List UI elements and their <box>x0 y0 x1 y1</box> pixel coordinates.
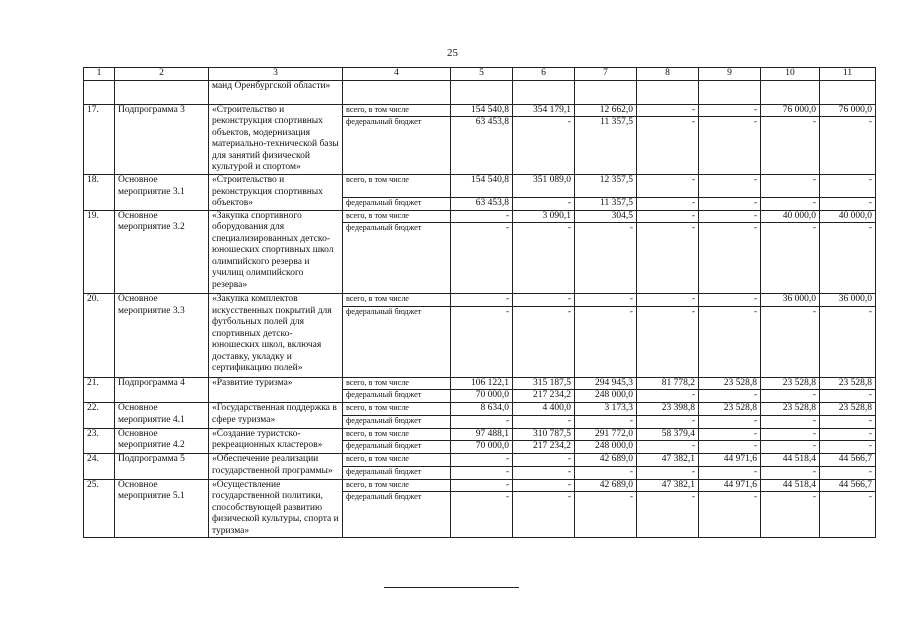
funding-source: всего, в том числе <box>343 403 451 416</box>
col-header: 1 <box>84 68 115 81</box>
row-number: 17. <box>84 104 115 175</box>
program-status: Основное мероприятие 3.3 <box>115 294 209 378</box>
continuation-text: манд Оренбургской области» <box>209 80 343 104</box>
amount-cell: 70 000,0 <box>451 390 513 403</box>
amount-cell: 23 528,8 <box>761 377 820 390</box>
amount-cell: 291 772,0 <box>575 428 637 441</box>
amount-cell: - <box>451 466 513 479</box>
amount-cell: 354 179,1 <box>513 104 575 117</box>
program-name: «Осуществление государственной политики, способствующей развитию физической культуры, спорта и туризма» <box>209 479 343 538</box>
row-number: 18. <box>84 175 115 211</box>
program-status: Основное мероприятие 5.1 <box>115 479 209 538</box>
amount-cell: - <box>575 466 637 479</box>
amount-cell: 47 382,1 <box>637 454 699 467</box>
amount-cell: - <box>637 306 699 377</box>
program-name: «Строительство и реконструкция спортивных объектов, модернизация материально-технической базы для занятий физической культурой и спортом» <box>209 104 343 175</box>
amount-cell: 23 528,8 <box>699 377 761 390</box>
amount-cell: - <box>699 104 761 117</box>
amount-cell: - <box>637 390 699 403</box>
program-status: Основное мероприятие 3.1 <box>115 175 209 211</box>
table-row <box>84 403 876 416</box>
program-status: Основное мероприятие 4.2 <box>115 428 209 454</box>
program-name: «Закупка спортивного оборудования для специализированных детско-юношеских спортивных школ олимпийского резерва и училищ олимпийского резерва» <box>209 210 343 294</box>
amount-cell: 248 000,0 <box>575 441 637 454</box>
funding-source: федеральный бюджет <box>343 117 451 175</box>
amount-cell: - <box>761 428 820 441</box>
amount-cell: - <box>699 117 761 175</box>
amount-cell: 11 357,5 <box>575 197 637 210</box>
amount-cell: - <box>575 294 637 307</box>
amount-cell: 217 234,2 <box>513 441 575 454</box>
amount-cell: 4 400,0 <box>513 403 575 416</box>
amount-cell: - <box>513 492 575 538</box>
row-number: 23. <box>84 428 115 454</box>
row-number: 22. <box>84 403 115 429</box>
amount-cell: 8 634,0 <box>451 403 513 416</box>
amount-cell: 42 689,0 <box>575 479 637 492</box>
page-number: 25 <box>447 47 458 59</box>
amount-cell: - <box>699 197 761 210</box>
amount-cell: - <box>761 223 820 294</box>
col-header: 7 <box>575 68 637 81</box>
row-number: 20. <box>84 294 115 378</box>
table-row <box>84 454 876 467</box>
amount-cell: 44 971,6 <box>699 479 761 492</box>
amount-cell: - <box>451 454 513 467</box>
amount-cell: - <box>761 390 820 403</box>
amount-cell: 42 689,0 <box>575 454 637 467</box>
amount-cell: 315 187,5 <box>513 377 575 390</box>
amount-cell: - <box>699 390 761 403</box>
funding-source: федеральный бюджет <box>343 441 451 454</box>
funding-source: федеральный бюджет <box>343 306 451 377</box>
amount-cell: - <box>699 175 761 198</box>
amount-cell: - <box>699 428 761 441</box>
footer-separator <box>384 587 519 588</box>
amount-cell: - <box>575 223 637 294</box>
amount-cell: - <box>699 466 761 479</box>
funding-source: всего, в том числе <box>343 210 451 223</box>
amount-cell: 23 528,8 <box>699 403 761 416</box>
table-row <box>84 210 876 223</box>
amount-cell: 44 566,7 <box>820 454 876 467</box>
amount-cell: - <box>513 197 575 210</box>
amount-cell: - <box>761 441 820 454</box>
amount-cell: 23 528,8 <box>761 403 820 416</box>
amount-cell: 40 000,0 <box>761 210 820 223</box>
amount-cell: - <box>513 454 575 467</box>
row-number: 25. <box>84 479 115 538</box>
amount-cell: 44 566,7 <box>820 479 876 492</box>
table-row <box>84 377 876 390</box>
amount-cell: 44 518,4 <box>761 454 820 467</box>
col-header: 2 <box>115 68 209 81</box>
program-name: «Развитие туризма» <box>209 377 343 403</box>
amount-cell: 76 000,0 <box>761 104 820 117</box>
funding-source: всего, в том числе <box>343 454 451 467</box>
funding-source: федеральный бюджет <box>343 415 451 428</box>
amount-cell: 106 122,1 <box>451 377 513 390</box>
col-header: 11 <box>820 68 876 81</box>
funding-source: федеральный бюджет <box>343 466 451 479</box>
amount-cell: - <box>699 294 761 307</box>
col-header: 5 <box>451 68 513 81</box>
amount-cell: 63 453,8 <box>451 117 513 175</box>
amount-cell: - <box>699 223 761 294</box>
column-number-row <box>84 68 876 81</box>
col-header: 6 <box>513 68 575 81</box>
amount-cell: - <box>637 175 699 198</box>
amount-cell: 44 971,6 <box>699 454 761 467</box>
program-name: «Обеспечение реализации государственной программы» <box>209 454 343 480</box>
amount-cell: - <box>820 428 876 441</box>
amount-cell: 47 382,1 <box>637 479 699 492</box>
amount-cell: - <box>761 197 820 210</box>
amount-cell: 304,5 <box>575 210 637 223</box>
col-header: 4 <box>343 68 451 81</box>
amount-cell: - <box>637 117 699 175</box>
amount-cell: - <box>637 223 699 294</box>
amount-cell: - <box>820 415 876 428</box>
amount-cell: 76 000,0 <box>820 104 876 117</box>
amount-cell: - <box>637 441 699 454</box>
amount-cell: - <box>699 210 761 223</box>
amount-cell: - <box>451 479 513 492</box>
amount-cell: - <box>699 441 761 454</box>
amount-cell: - <box>820 492 876 538</box>
program-status: Подпрограмма 4 <box>115 377 209 403</box>
amount-cell: - <box>637 197 699 210</box>
amount-cell: - <box>513 117 575 175</box>
amount-cell: 154 540,8 <box>451 104 513 117</box>
row-number: 24. <box>84 454 115 480</box>
funding-source: федеральный бюджет <box>343 223 451 294</box>
funding-source: федеральный бюджет <box>343 390 451 403</box>
amount-cell: - <box>451 294 513 307</box>
col-header: 10 <box>761 68 820 81</box>
amount-cell: 36 000,0 <box>820 294 876 307</box>
amount-cell: 63 453,8 <box>451 197 513 210</box>
table-row <box>84 175 876 198</box>
amount-cell: 81 778,2 <box>637 377 699 390</box>
amount-cell: - <box>637 415 699 428</box>
col-header: 9 <box>699 68 761 81</box>
amount-cell: - <box>575 306 637 377</box>
amount-cell: - <box>820 175 876 198</box>
amount-cell: 23 528,8 <box>820 403 876 416</box>
amount-cell: - <box>761 466 820 479</box>
amount-cell: - <box>451 415 513 428</box>
amount-cell: - <box>820 441 876 454</box>
amount-cell: - <box>761 492 820 538</box>
funding-source: федеральный бюджет <box>343 197 451 210</box>
amount-cell: - <box>820 306 876 377</box>
amount-cell: - <box>761 117 820 175</box>
row-number: 21. <box>84 377 115 403</box>
amount-cell: - <box>820 197 876 210</box>
program-status: Подпрограмма 5 <box>115 454 209 480</box>
amount-cell: - <box>761 175 820 198</box>
col-header: 3 <box>209 68 343 81</box>
amount-cell: 3 173,3 <box>575 403 637 416</box>
amount-cell: 40 000,0 <box>820 210 876 223</box>
program-name: «Строительство и реконструкция спортивных объектов» <box>209 175 343 211</box>
amount-cell: - <box>637 294 699 307</box>
amount-cell: 58 379,4 <box>637 428 699 441</box>
amount-cell: - <box>451 306 513 377</box>
amount-cell: - <box>451 223 513 294</box>
amount-cell: 44 518,4 <box>761 479 820 492</box>
amount-cell: - <box>451 210 513 223</box>
funding-source: всего, в том числе <box>343 175 451 198</box>
col-header: 8 <box>637 68 699 81</box>
program-status: Основное мероприятие 4.1 <box>115 403 209 429</box>
amount-cell: 11 357,5 <box>575 117 637 175</box>
amount-cell: 70 000,0 <box>451 441 513 454</box>
funding-source: всего, в том числе <box>343 479 451 492</box>
amount-cell: - <box>637 466 699 479</box>
funding-source: всего, в том числе <box>343 428 451 441</box>
program-name: «Государственная поддержка в сфере туризма» <box>209 403 343 429</box>
funding-source: всего, в том числе <box>343 377 451 390</box>
amount-cell: - <box>820 390 876 403</box>
amount-cell: 248 000,0 <box>575 390 637 403</box>
table-row <box>84 294 876 307</box>
amount-cell: - <box>513 415 575 428</box>
amount-cell: - <box>637 104 699 117</box>
amount-cell: - <box>699 306 761 377</box>
amount-cell: - <box>575 415 637 428</box>
program-name: «Создание туристско-рекреационных кластеров» <box>209 428 343 454</box>
amount-cell: - <box>513 479 575 492</box>
amount-cell: 154 540,8 <box>451 175 513 198</box>
amount-cell: - <box>637 210 699 223</box>
amount-cell: 23 398,8 <box>637 403 699 416</box>
amount-cell: - <box>513 223 575 294</box>
funding-source: всего, в том числе <box>343 104 451 117</box>
amount-cell: 36 000,0 <box>761 294 820 307</box>
amount-cell: 23 528,8 <box>820 377 876 390</box>
amount-cell: - <box>820 466 876 479</box>
amount-cell: 351 089,0 <box>513 175 575 198</box>
program-status: Подпрограмма 3 <box>115 104 209 175</box>
amount-cell: 217 234,2 <box>513 390 575 403</box>
amount-cell: - <box>637 492 699 538</box>
amount-cell: 294 945,3 <box>575 377 637 390</box>
table-row <box>84 428 876 441</box>
amount-cell: 12 357,5 <box>575 175 637 198</box>
funding-source: федеральный бюджет <box>343 492 451 538</box>
table-row <box>84 104 876 117</box>
amount-cell: - <box>699 492 761 538</box>
amount-cell: - <box>820 223 876 294</box>
amount-cell: - <box>513 294 575 307</box>
amount-cell: - <box>699 415 761 428</box>
amount-cell: 12 662,0 <box>575 104 637 117</box>
amount-cell: - <box>761 415 820 428</box>
amount-cell: - <box>451 492 513 538</box>
program-status: Основное мероприятие 3.2 <box>115 210 209 294</box>
table-row <box>84 479 876 492</box>
amount-cell: - <box>820 117 876 175</box>
funding-source: всего, в том числе <box>343 294 451 307</box>
program-name: «Закупка комплектов искусственных покрытий для футбольных полей для спортивных детско-юношеских школ, включая доставку, укладку и сертификацию полей» <box>209 294 343 378</box>
row-number: 19. <box>84 210 115 294</box>
amount-cell: 310 787,5 <box>513 428 575 441</box>
amount-cell: 3 090,1 <box>513 210 575 223</box>
amount-cell: - <box>761 306 820 377</box>
budget-table <box>83 67 876 538</box>
amount-cell: - <box>575 492 637 538</box>
amount-cell: 97 488,1 <box>451 428 513 441</box>
continuation-row <box>84 80 876 104</box>
amount-cell: - <box>513 306 575 377</box>
amount-cell: - <box>513 466 575 479</box>
